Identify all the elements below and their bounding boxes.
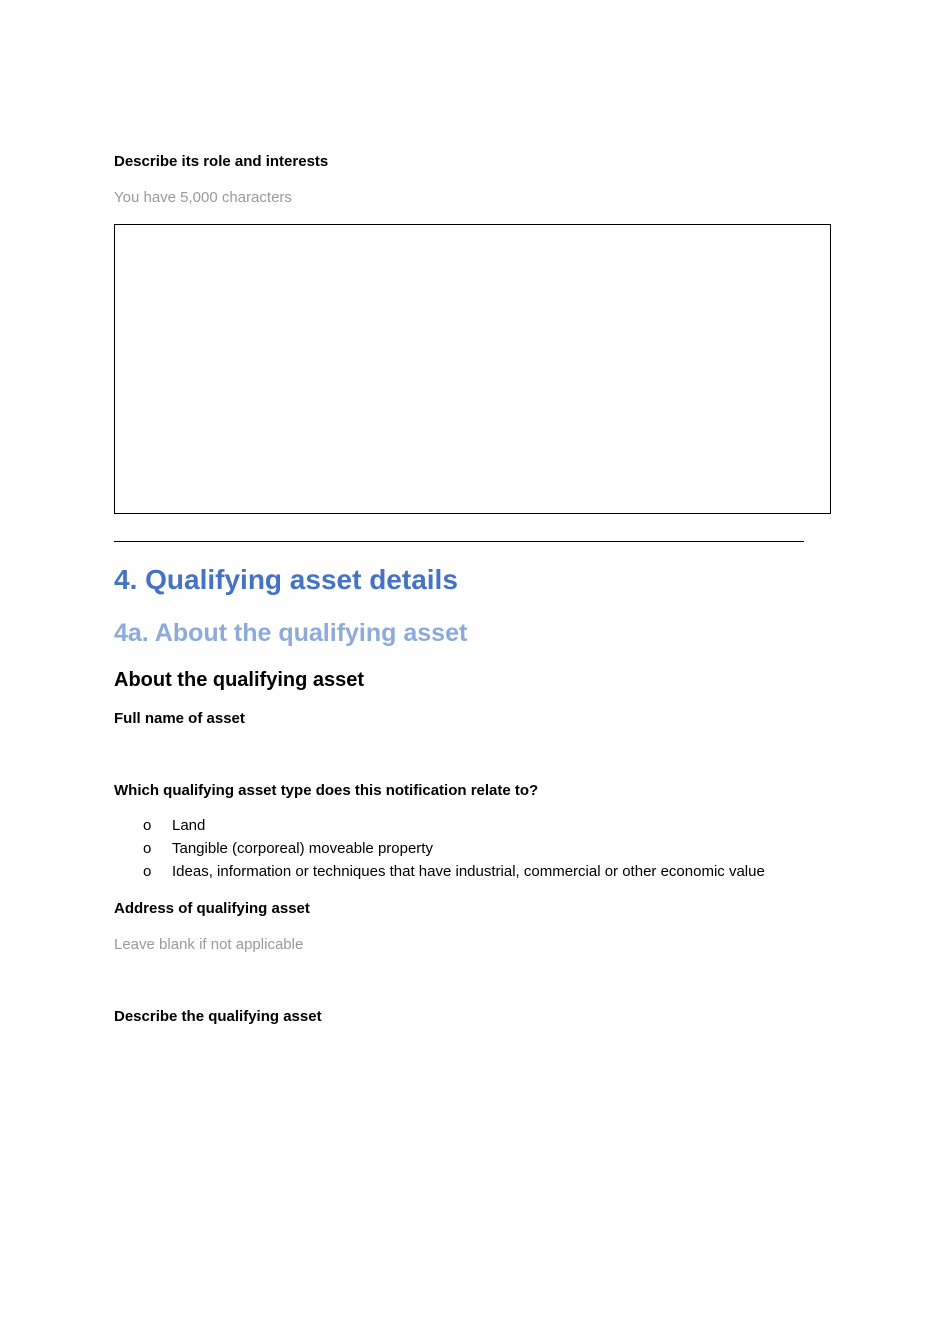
option-label: Ideas, information or techniques that have industrial, commercial or other economic value: [172, 863, 765, 880]
address-hint: Leave blank if not applicable: [114, 936, 304, 953]
radio-circle-icon: o: [143, 817, 152, 834]
section-title: 4. Qualifying asset details: [114, 564, 458, 595]
asset-type-option-tangible[interactable]: [143, 839, 433, 859]
describe-asset-label: Describe the qualifying asset: [114, 1008, 322, 1025]
character-limit-hint: You have 5,000 characters: [114, 189, 292, 206]
role-interests-textbox[interactable]: [114, 224, 831, 514]
section-divider: [114, 541, 804, 542]
asset-type-option-ideas[interactable]: [143, 862, 765, 882]
asset-type-option-land[interactable]: [143, 816, 205, 836]
radio-circle-icon: o: [143, 863, 152, 880]
option-label: Tangible (corporeal) moveable property: [172, 840, 433, 857]
address-label: Address of qualifying asset: [114, 900, 310, 917]
subsection-heading: About the qualifying asset: [114, 669, 365, 691]
role-interests-label: Describe its role and interests: [114, 153, 329, 170]
full-name-label: Full name of asset: [114, 710, 245, 727]
radio-circle-icon: o: [143, 840, 152, 857]
section-subtitle: 4a. About the qualifying asset: [114, 619, 468, 647]
option-label: Land: [172, 817, 206, 834]
asset-type-question: Which qualifying asset type does this notification relate to?: [114, 782, 539, 799]
